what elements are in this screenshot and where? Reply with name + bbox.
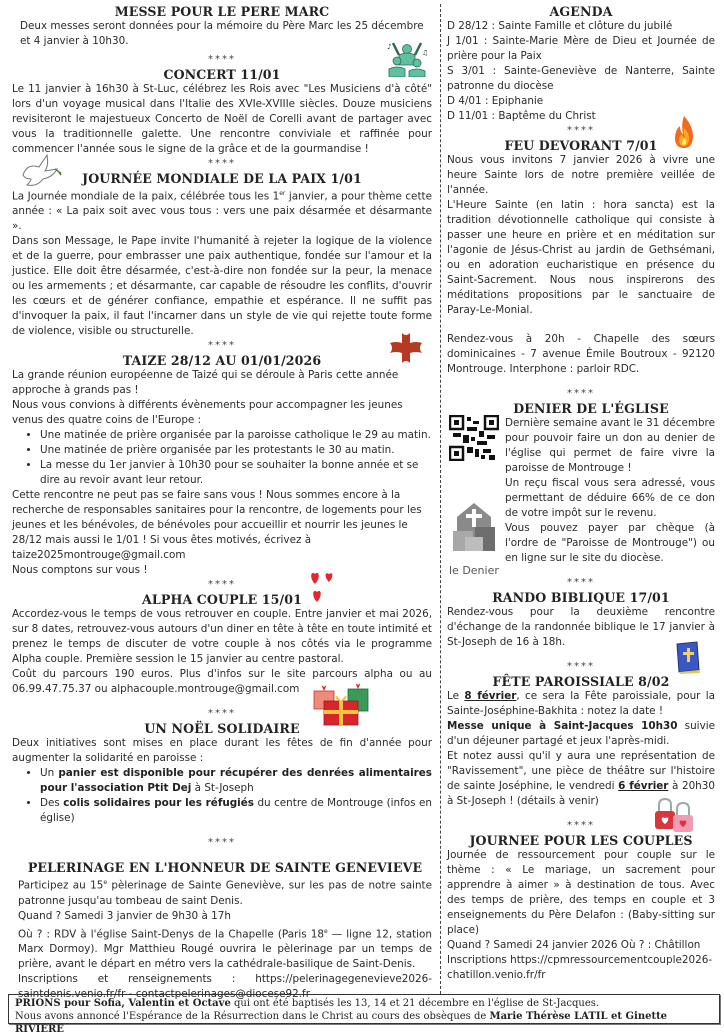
section-body: Le 8 février, ce sera la Fête paroissiale, pour la Sainte-Joséphine-Bakhita : notez la date ! [447,690,716,717]
svg-text:♫: ♫ [422,49,429,57]
section-body: Et notez aussi qu'il y aura une représentation de "Ravissement", une pièce de théâtre sur l'histoire de sainte Joséphine, le vendredi 6 février à 20h30 à St-Joseph ! (détails à venir) [447,750,715,807]
section-body: Quand ? Samedi 24 janvier 2026 Où ? : Châtillon [447,939,701,951]
section-rando [447,590,715,650]
section-title: ALPHA COUPLE 15/01 [142,592,302,608]
section-body: Le 11 janvier à 16h30 à St-Luc, célébrez les Rois avec "Les Musiciens d'à côté" lors d'un voyage musical dans l'Italie des XVIe-XVIIIe siècles. Douze musiciens revisiteront le majestueux Concerto de Noël de Corelli avant de partager avec vous la traditionnelle galette. Une rencontre conviviale et raffinée pour commencer l'année sous le signe de la grâce et de la gourmandise ! [12,83,432,155]
section-title: CONCERT 11/01 [163,67,281,82]
section-title: RANDO BIBLIQUE 17/01 [492,590,670,605]
section-body: Deux messes seront données pour la mémoire du Père Marc les 25 décembre et 4 janvier à 10h30. [20,20,424,47]
pelerinage-contact-links[interactable]: Inscriptions et renseignements : https://pelerinagegenevieve2026-saintdenis.venio.fr/fr - contactpelerinages@diocese92.fr [18,973,432,1001]
section-title: UN NOËL SOLIDAIRE [144,721,300,737]
section-body: Nous vous convions à différents évènements pour accompagner les jeunes venus des quatre coins de l'Europe : [12,399,403,427]
section-body: Deux initiatives sont mises en place durant les fêtes de fin d'année pour augmenter la solidarité en paroisse : [12,737,432,765]
section-paix [12,171,432,339]
noel-initiative-list [12,766,432,826]
section-body: Messe unique à Saint-Jacques 10h30 suivie d'un déjeuner partagé et jeux l'après-midi. [447,720,715,747]
section-body: La grande réunion européenne de Taizé qui se déroule à Paris cette année approche à grands pas ! [12,369,399,397]
section-body: Coût du parcours 190 euros. Plus d'infos sur le site parcours alpha ou au 06.99.47.75.37 ou alphacouple.montrouge@gmail.com [12,668,432,696]
section-couples [447,819,715,983]
section-concert [12,43,432,157]
section-title: FEU DEVORANT 7/01 [504,138,658,153]
section-body: Rendez-vous pour la deuxième rencontre d'échange de la randonnée biblique le 17 janvier à St-Joseph de 16 à 18h. [447,606,715,648]
agenda-item: D 28/12 : Sainte Famille et clôture du jubilé [447,20,673,32]
separator: **** [208,54,236,65]
section-fete [447,674,715,809]
denier-logo-icon [447,501,501,567]
padlocks-icon [651,797,697,839]
section-body: Cette rencontre ne peut pas se faire sans vous ! Nous sommes encore à la recherche de responsables sanitaires pour la rencontre, de logements pour les jeunes et les bénévoles, de bénévoles pour accueillir et nourrir les jeunes le 28/12 mais aussi le 1/01 ! Si vous êtes motivés, écrivez à taize2025montrouge@gmail.com [12,489,422,562]
section-taize [12,353,432,578]
prayer-announcement-box [8,994,720,1035]
section-body: Dans son Message, le Pape invite l'humanité à rejeter la logique de la violence et de la guerre, pour embrasser une paix authentique, fondée sur l'amour et la justice. Elle doit être désarmée, c'est-à-dire non fondée sur la peur, la menace ou les armements ; et désarmante, car capable de résoudre les conflits, d'ouvrir les cœurs et de générer confiance, empathie et espérance. Il ne suffit pas d'invoquer la paix, il faut l'incarner dans un style de vie qui rejette toute forme de violence, visible ou structurelle. [12,235,432,338]
section-body: Nous vous invitons 7 janvier 2026 à vivre une heure Sainte lors de notre première veillée de l'année. [447,154,715,196]
hearts-icon [307,568,337,612]
section-title: JOURNÉE MONDIALE DE LA PAIX 1/01 [82,171,362,186]
svg-text:♪: ♪ [387,43,392,51]
section-title: PELERINAGE EN L'HONNEUR DE SAINTE GENEVIEVE [27,860,423,876]
right-column [447,4,715,983]
musicians-icon [385,39,429,81]
section-title: MESSE POUR LE PERE MARC [114,4,330,19]
section-title: AGENDA [549,4,613,19]
section-body: Accordez-vous le temps de vous retrouver en couple. Entre janvier et mai 2026, sur 8 dates, retrouvez-vous autours d'un diner en tête à tête en toute intimité et prenez le temps de discuter de votre couple à nos côtés via le programme Alpha couple. Première session le 15 janvier au centre pastoral. [12,608,432,666]
separator: **** [208,158,236,169]
agenda-item: D 11/01 : Baptême du Christ [447,110,596,122]
qr-code-icon[interactable] [449,415,499,465]
list-item: • La messe du 1er janvier à 10h30 pour se souhaiter la bonne année et se dire au revoir avant leur retour. [40,458,432,488]
section-body: Vous pouvez payer par chèque (à l'ordre de "Paroisse de Montrouge") ou en ligne sur le site du diocèse. [505,522,715,564]
section-agenda [447,4,715,124]
section-body: L'Heure Sainte (en latin : hora sancta) est la tradition dévotionnelle catholique qui consiste à passer une heure en prière et en méditation sur l'agonie de Jésus-Christ au jardin de Gethsémani, ou en adoration eucharistique en présence du Saint-Sacrement. Nous nous inspirerons des méditations propositions par le sanctuaire de Paray-Le-Monial. [447,199,715,316]
separator: **** [567,125,595,136]
section-title: DENIER DE L'ÉGLISE [513,401,669,416]
bible-icon [673,640,703,678]
list-item: • Une matinée de prière organisée par la paroisse catholique le 29 au matin. [40,428,432,443]
separator: **** [567,388,595,399]
taize-event-list [12,428,432,488]
section-noel [12,721,432,826]
baptism-line: PRIONS pour Sofia, Valentin et Octave qui ont été baptisés les 13, 14 et 21 décembre en l'église de St-Jacques. [15,998,600,1009]
section-body: Nous comptons sur vous ! [12,564,148,577]
fire-icon [671,114,697,154]
funeral-line: Nous avons annoncé l'Espérance de la Résurrection dans le Christ au cours des obsèques de Marie Thérèse LATIL et Ginette RIVIERE [15,1011,668,1035]
section-feu [447,138,715,377]
section-messe [12,4,432,49]
section-body: Rendez-vous à 20h - Chapelle des sœurs dominicaines - 7 avenue Émile Boutroux - 92120 Montrouge. Interphone : parloir RDC. [447,333,715,375]
dove-icon [17,153,63,193]
list-item: • Des colis solidaires pour les réfugiés du centre de Montrouge (infos en église) [40,796,432,826]
agenda-item: J 1/01 : Sainte-Marie Mère de Dieu et Journée de prière pour la Paix [447,35,715,62]
section-body: Journée de ressourcement pour couple sur le thème : « Le mariage, un sacrement pour apprendre à aimer » à destination de tous. Avec des temps de prière, des temps en couple et 3 enseignements du Père Delafon : (Baby-sitting sur place) [447,849,715,936]
couples-registration-link[interactable]: Inscriptions https://cpmressourcementcouple2026-chatillon.venio.fr/fr [447,954,713,981]
column-divider [440,4,441,994]
denier-logo-label: le Denier [449,564,499,577]
section-title: FÊTE PAROISSIALE 8/02 [492,674,670,689]
separator: **** [567,577,595,588]
left-column [12,4,432,1002]
agenda-item: D 4/01 : Epiphanie [447,95,544,107]
section-denier [447,401,715,577]
separator: **** [208,579,236,591]
section-body: Où ? : RDV à l'église Saint-Denys de la Chapelle (Paris 18e — ligne 12, station Marx Dormoy). Mgr Matthieu Rougé ouvrira le pèlerinage par un temps de prière, avant le départ en métro vers la cathédrale-basilique de Saint-Denis. [18,927,432,971]
gifts-icon [312,679,370,731]
separator: **** [567,661,595,672]
section-body: La Journée mondiale de la paix, célébrée tous les 1er janvier, a pour thème cette année : « La paix soit avec vous tous : vers une paix désarmée et désarmante ». [12,190,432,233]
taize-cross-icon [388,331,424,369]
list-item: • Un panier est disponible pour récupérer des denrées alimentaires pour l'association Ptit Dej à St-Joseph [40,766,432,796]
section-body: Participez au 15e pèlerinage de Sainte Geneviève, sur les pas de notre sainte patronne jusqu'au tombeau de saint Denis. [18,879,432,907]
section-body: Quand ? Samedi 3 janvier de 9h30 à 17h [18,909,231,922]
separator: **** [208,837,236,849]
list-item: • Une matinée de prière organisée par les protestants le 30 au matin. [40,443,432,458]
section-title: JOURNEE POUR LES COUPLES [469,833,693,848]
section-pelerinage [12,860,432,1002]
separator: **** [208,340,236,352]
section-body: Un reçu fiscal vous sera adressé, vous permettant de déduire 66% de ce don de votre impôt sur le revenu. [505,477,715,519]
section-body: Dernière semaine avant le 31 décembre pour pouvoir faire un don au denier de l'église qui permet de faire vivre la paroisse de Montrouge ! [505,417,715,474]
separator: **** [208,708,236,720]
agenda-item: S 3/01 : Sainte-Geneviève de Nanterre, Sainte patronne du diocèse [447,65,715,92]
separator: **** [567,820,595,831]
section-title: TAIZE 28/12 AU 01/01/2026 [122,353,322,369]
